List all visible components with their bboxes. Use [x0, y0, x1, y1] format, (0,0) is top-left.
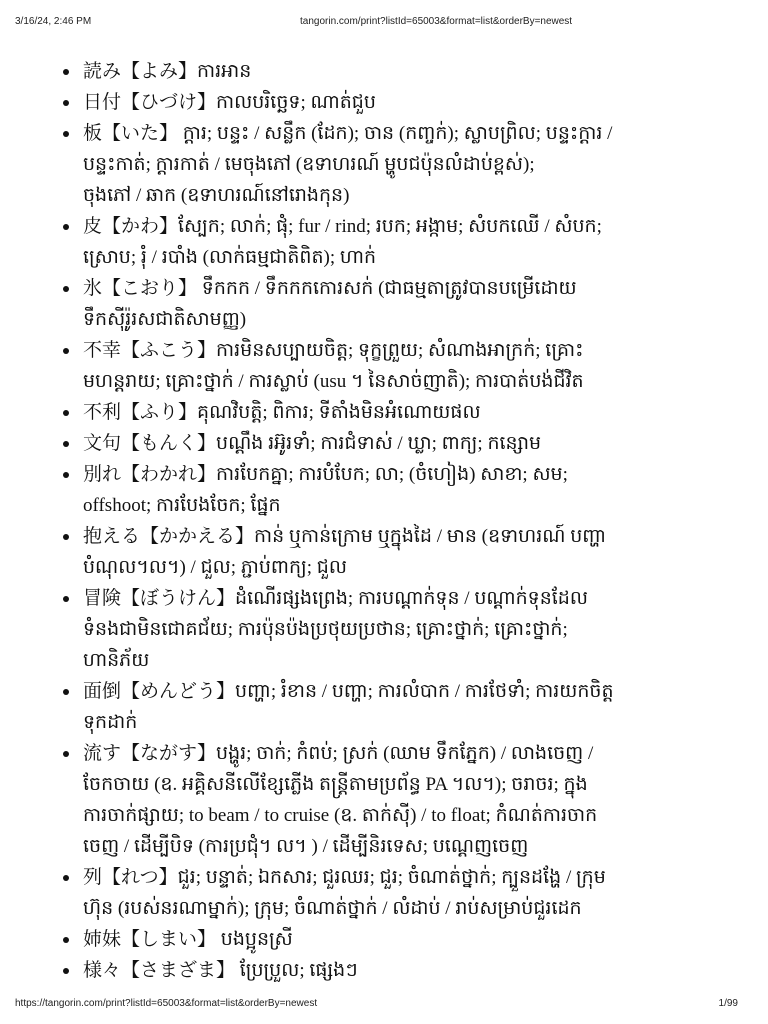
entry-item — [0, 521, 768, 583]
entry-item — [0, 56, 768, 87]
bullet-icon — [63, 286, 69, 292]
entry-item — [0, 211, 768, 273]
entry-term: 不利【ふり】 — [83, 402, 198, 423]
bullet-icon — [63, 131, 69, 137]
entry-item — [0, 459, 768, 521]
entry-line — [83, 428, 743, 459]
entry-definition: ការបែកគ្នា; ការបំបែក; លា; (ចំហៀង) សាខា; សម; — [216, 464, 568, 485]
bullet-icon — [63, 100, 69, 106]
bullet-icon — [63, 348, 69, 354]
entry-definition: ជួរ; បន្ទាត់; ឯកសារ; ជួរឈរ; ជួរ; ចំណាត់ថ្នាក់; ក្បួនដង្ហែ / ក្រុម — [177, 867, 606, 888]
entry-line — [83, 211, 743, 242]
entry-term: 姉妹【しまい】 — [83, 929, 217, 950]
entry-term: 読み【よみ】 — [83, 61, 198, 82]
entry-line — [83, 273, 743, 304]
entry-definition: ដំណើរផ្សងព្រេង; ការបណ្តាក់ទុន / បណ្តាក់ទុនដែល — [235, 588, 588, 609]
entry-term: 別れ【わかれ】 — [83, 464, 217, 485]
entry-definition-continued: បន្ទះកាត់; ក្តារកាត់ / មេចុងភៅ (ឧទាហរណ៍ ម្ហូបជប៉ុនលំដាប់ខ្ពស់); — [83, 154, 535, 175]
entry-item — [0, 955, 768, 986]
entry-definition-continued: មហន្តរាយ; គ្រោះថ្នាក់ / ការស្លាប់ (usu ។ នៃសាច់ញាតិ); ការបាត់បង់ជីវិត — [83, 371, 584, 392]
entry-definition: ក្តារ; បន្ទះ / សន្លឹក (ដែក); ចាន (កញ្ចក់); ស្លាបព្រិល; បន្ទះក្តារ / — [178, 123, 613, 144]
entry-definition: ស្បែក; លាក់; ផុំ; fur / rind; របក; អង្កាម; សំបកឈើ / សំបក; — [178, 216, 602, 237]
entry-line — [83, 397, 743, 428]
entry-definition: ការអាន — [197, 61, 252, 82]
entry-line — [83, 459, 743, 490]
entry-definition: កាលបរិច្ឆេទ; ណាត់ជួប — [216, 92, 376, 113]
print-header-datetime: 3/16/24, 2:46 PM — [15, 16, 92, 27]
entry-definition-continued: ការចាក់ផ្សាយ; to beam / to cruise (ឧ. តាក់ស៊ី) / to float; កំណត់ការចាក — [83, 805, 598, 826]
entry-line — [83, 583, 743, 614]
bullet-icon — [63, 937, 69, 943]
entry-definition-continued: offshoot; ការបែងចែក; ផ្នែក — [83, 495, 281, 516]
entry-definition-continued: ហ៊ុន (របស់នរណាម្នាក់); ក្រុម; ចំណាត់ថ្នាក់ / លំដាប់ / រាប់សម្រាប់ជួរដេក — [83, 898, 582, 919]
entry-term: 不幸【ふこう】 — [83, 340, 217, 361]
entry-definition: ប្រែប្រួល; ផ្សេងៗ — [235, 960, 358, 981]
entry-definition: គុណវិបត្តិ; ពិការ; ទីតាំងមិនអំណោយផល — [197, 402, 481, 423]
bullet-icon — [63, 224, 69, 230]
entry-item — [0, 118, 768, 211]
entry-line — [83, 56, 743, 87]
entry-definition-continued: ចែកចាយ (ឧ. អគ្គិសនីលើខ្សែភ្លើង តន្ត្រីតាមប្រព័ន្ធ PA ។ល។); ចរាចរ; ក្នុង — [83, 774, 588, 795]
vocabulary-list — [0, 56, 768, 986]
entry-term: 冒険【ぼうけん】 — [83, 588, 236, 609]
entry-term: 氷【こおり】 — [83, 278, 198, 299]
entry-definition: បងប្អូនស្រី — [216, 929, 293, 950]
entry-term: 皮【かわ】 — [83, 216, 179, 237]
entry-term: 面倒【めんどう】 — [83, 681, 236, 702]
entry-line — [83, 924, 743, 955]
bullet-icon — [63, 472, 69, 478]
entry-definition: ទឹកកក / ទឹកកកកោរសក់ (ជាធម្មតាត្រូវបានបម្រើដោយ — [197, 278, 577, 299]
entry-item — [0, 335, 768, 397]
print-footer-page-number: 1/99 — [718, 998, 738, 1009]
entry-line — [83, 676, 743, 707]
entry-definition-continued: ស្រោប; រុំ / របាំង (លាក់ធម្មជាតិពិត); ហាក់ — [83, 247, 377, 268]
bullet-icon — [63, 410, 69, 416]
entry-definition-continued: ទុកដាក់ — [83, 712, 138, 733]
entry-line — [83, 118, 743, 149]
entry-line — [83, 862, 743, 893]
entry-definition: បណ្តឹង រអ៊ូរទាំ; ការជំទាស់ / ឃ្លា; ពាក្យ; កន្សោម — [216, 433, 542, 454]
bullet-icon — [63, 534, 69, 540]
entry-definition-continued: ចេញ / ដើម្បីបិទ (ការប្រជុំ។ ល។ ) / ដើម្បីនិរទេស; បណ្តេញចេញ — [83, 836, 529, 857]
entry-definition: បញ្ហា; រំខាន / បញ្ហា; ការលំបាក / ការថែទាំ; ការយកចិត្ត — [235, 681, 614, 702]
entry-term: 板【いた】 — [83, 123, 179, 144]
entry-definition-continued: ទឹកស៊ីរ៉ូរសជាតិសាមញ្ញ) — [83, 309, 247, 330]
entry-item — [0, 583, 768, 676]
entry-line — [83, 521, 743, 552]
bullet-icon — [63, 69, 69, 75]
entry-line — [83, 738, 743, 769]
bullet-icon — [63, 441, 69, 447]
entry-term: 日付【ひづけ】 — [83, 92, 217, 113]
bullet-icon — [63, 689, 69, 695]
print-header-url: tangorin.com/print?listId=65003&format=list&orderBy=newest — [300, 16, 573, 27]
entry-definition-continued: ចុងភៅ / ឆាក (ឧទាហរណ៍នៅរោងកុន) — [83, 185, 350, 206]
entry-term: 列【れつ】 — [83, 867, 178, 888]
entry-item — [0, 924, 768, 955]
entry-item — [0, 397, 768, 428]
entry-definition-continued: ទំនងជាមិនជោគជ័យ; ការប៉ុនប៉ងប្រថុយប្រថាន; គ្រោះថ្នាក់; គ្រោះថ្នាក់; — [83, 619, 568, 640]
entry-item — [0, 87, 768, 118]
entry-definition: ការមិនសប្បាយចិត្ត; ទុក្ខព្រួយ; សំណាងអាក្រក់; គ្រោះ — [216, 340, 584, 361]
entry-definition: បង្ហូរ; ចាក់; កំពប់; ស្រក់ (ឈាម ទឹកភ្នែក) / លាងចេញ / — [216, 743, 594, 764]
entry-term: 文句【もんく】 — [83, 433, 217, 454]
bullet-icon — [63, 968, 69, 974]
entry-term: 抱える【かかえる】 — [83, 526, 255, 547]
entry-definition-continued: ហានិភ័យ — [83, 650, 150, 671]
bullet-icon — [63, 751, 69, 757]
entry-item — [0, 862, 768, 924]
bullet-icon — [63, 596, 69, 602]
entry-line — [83, 335, 743, 366]
entry-line — [83, 87, 743, 118]
entry-item — [0, 738, 768, 862]
entry-definition-continued: បំណុល។ល។) / ជួល; ភ្ជាប់ពាក្យ; ជួល — [83, 557, 347, 578]
entry-term: 流す【ながす】 — [83, 743, 217, 764]
entry-item — [0, 273, 768, 335]
entry-item — [0, 428, 768, 459]
entry-term: 様々【さまざま】 — [83, 960, 236, 981]
entry-item — [0, 676, 768, 738]
entry-line — [83, 955, 743, 986]
bullet-icon — [63, 875, 69, 881]
print-footer-url: https://tangorin.com/print?listId=65003&format=list&orderBy=newest — [15, 998, 318, 1009]
entry-definition: កាន់ ឬកាន់ក្រោម ឬក្នុងដៃ / មាន (ឧទាហរណ៍ បញ្ហា — [254, 526, 607, 547]
